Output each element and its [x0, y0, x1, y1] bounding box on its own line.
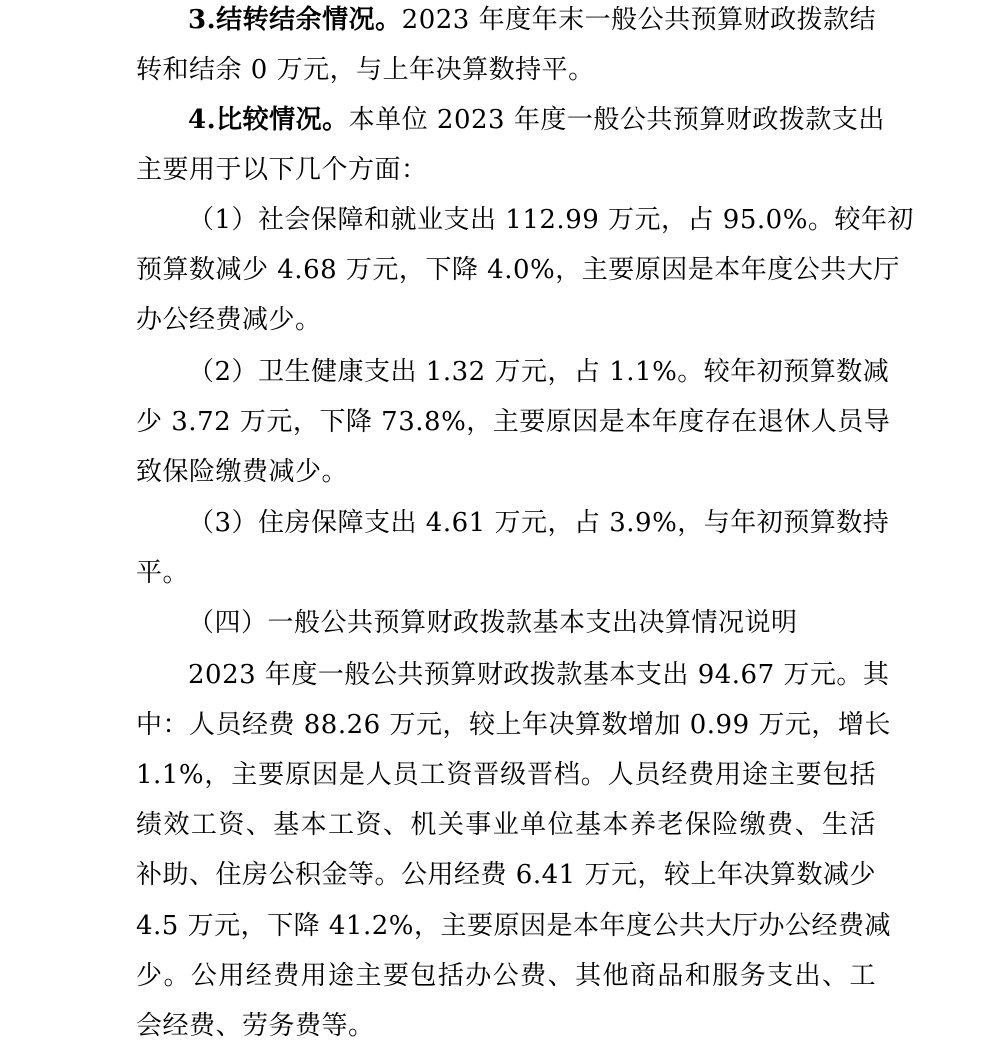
item1-line3: 办公经费减少。 [136, 305, 322, 335]
item2-line1: （2）卫生健康支出 1.32 万元，占 1.1%。较年初预算数减 [188, 357, 890, 387]
para3-line1 [188, 2, 876, 38]
basic-line8: 会经费、劳务费等。 [136, 1011, 375, 1041]
basic-line7: 少。公用经费用途主要包括办公费、其他商品和服务支出、工 [136, 961, 876, 991]
item1-line1: （1）社会保障和就业支出 112.99 万元，占 95.0%。较年初 [188, 205, 914, 235]
basic-line2: 中：人员经费 88.26 万元，较上年决算数增加 0.99 万元，增长 [136, 710, 891, 740]
item3-line1: （3）住房保障支出 4.61 万元，占 3.9%，与年初预算数持 [188, 508, 890, 538]
para3-text: 2023 年度年末一般公共预算财政拨款结 [401, 5, 877, 35]
item3-line2: 平。 [136, 558, 190, 588]
item1-line2: 预算数减少 4.68 万元，下降 4.0%，主要原因是本年度公共大厅 [136, 255, 900, 285]
para4-text: 本单位 2023 年度一般公共预算财政拨款支出 [348, 105, 885, 135]
para4-line2: 主要用于以下几个方面： [136, 155, 428, 185]
para4-line1 [188, 102, 885, 138]
item2-line3: 致保险缴费减少。 [136, 457, 349, 487]
para3-heading: 3.结转结余情况。 [188, 5, 402, 35]
basic-line1: 2023 年度一般公共预算财政拨款基本支出 94.67 万元。其 [188, 660, 890, 690]
para3-line2: 转和结余 0 万元，与上年决算数持平。 [136, 55, 595, 85]
basic-line3: 1.1%，主要原因是人员工资晋级晋档。人员经费用途主要包括 [136, 760, 876, 790]
para4-heading: 4.比较情况。 [188, 105, 349, 135]
basic-line5: 补助、住房公积金等。公用经费 6.41 万元，较上年决算数减少 [136, 860, 876, 890]
item2-line2: 少 3.72 万元，下降 73.8%，主要原因是本年度存在退休人员导 [136, 407, 891, 437]
basic-line4: 绩效工资、基本工资、机关事业单位基本养老保险缴费、生活 [136, 810, 876, 840]
basic-line6: 4.5 万元，下降 41.2%，主要原因是本年度公共大厅办公经费减 [136, 911, 891, 941]
section4-title: （四）一般公共预算财政拨款基本支出决算情况说明 [188, 608, 798, 638]
